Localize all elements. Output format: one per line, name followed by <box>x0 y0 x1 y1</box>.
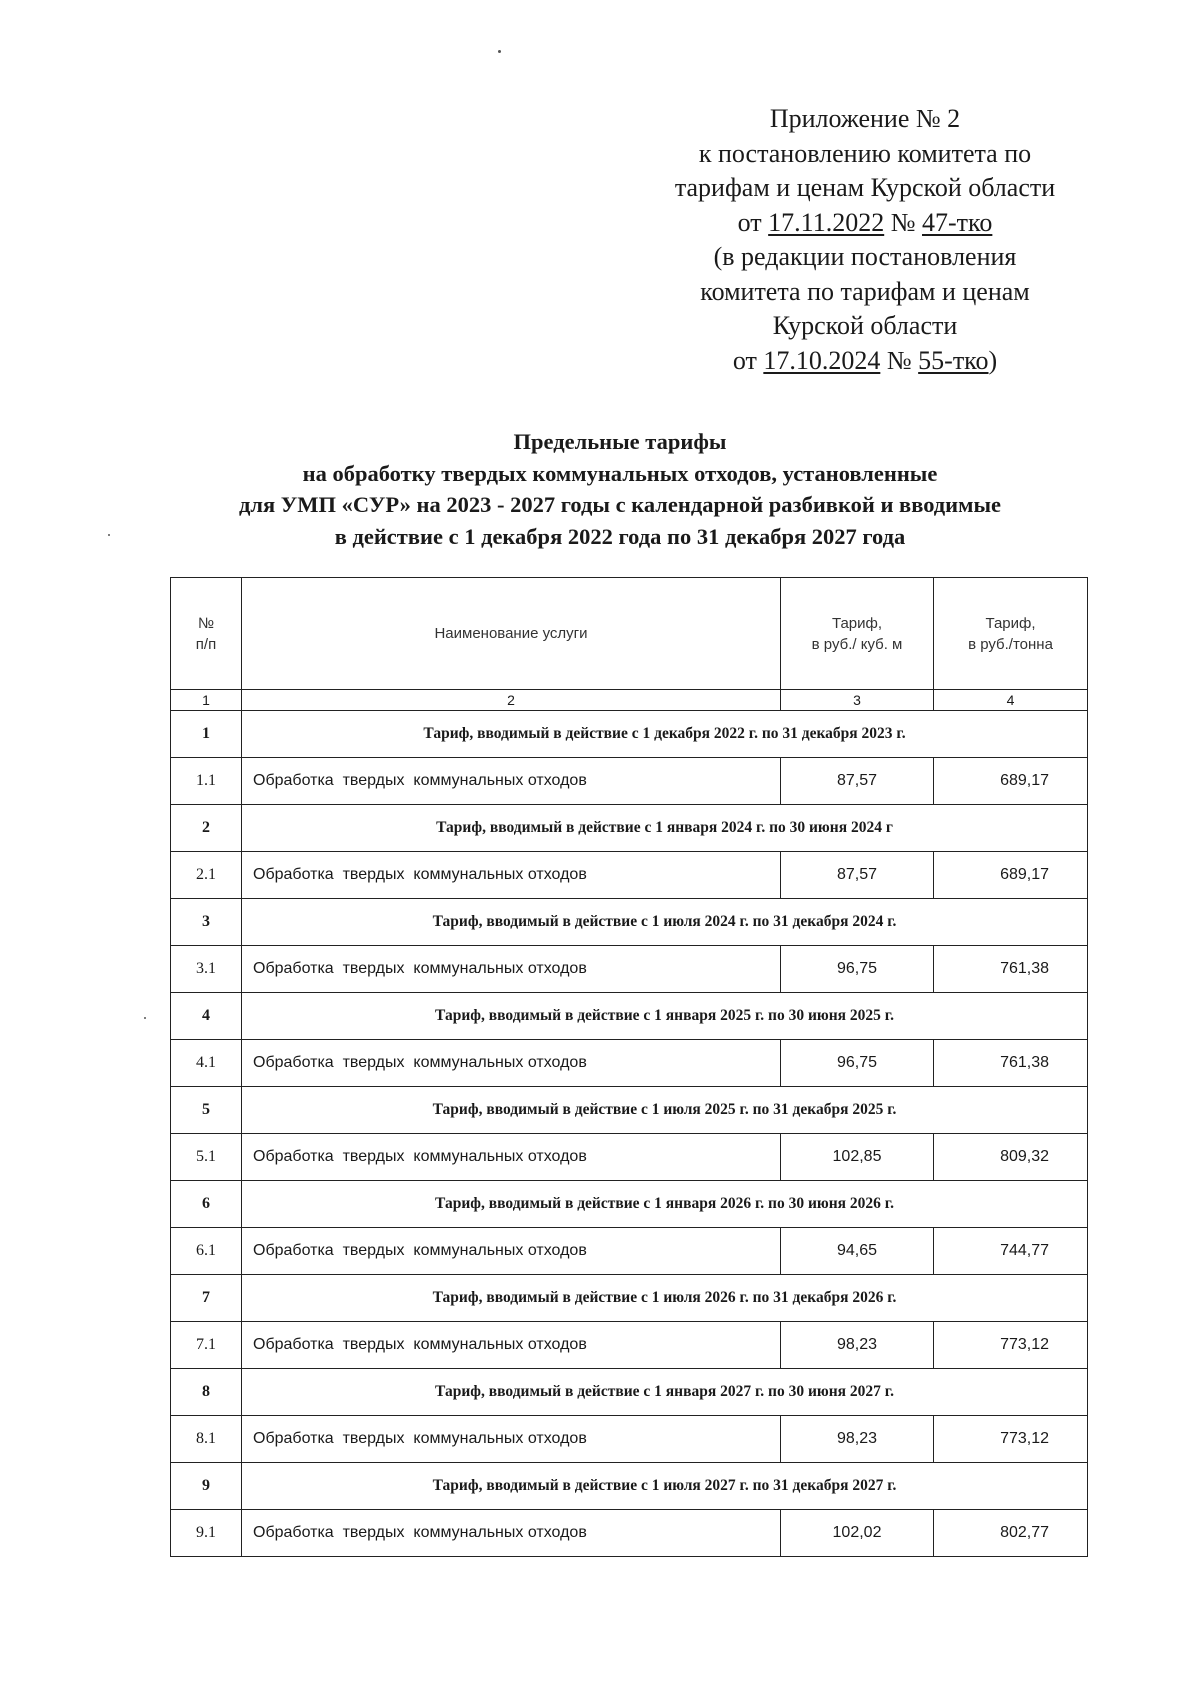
period-row <box>171 805 1088 852</box>
column-number: 3 <box>781 690 934 711</box>
row-index: 7.1 <box>171 1322 242 1369</box>
tariff-per-ton: 802,77 <box>934 1510 1088 1557</box>
scan-speck <box>108 534 110 536</box>
period-description: Тариф, вводимый в действие с 1 июля 2027 г. по 31 декабря 2027 г. <box>242 1463 1088 1510</box>
period-row <box>171 711 1088 758</box>
table-row <box>171 1510 1088 1557</box>
decree-prefix: от <box>732 345 764 375</box>
header-service: Наименование услуги <box>242 578 781 690</box>
period-row <box>171 1275 1088 1322</box>
decree-prefix: от <box>737 207 769 237</box>
tariff-per-ton: 773,12 <box>934 1322 1088 1369</box>
title-line: на обработку твердых коммунальных отходов, установленные <box>302 460 938 486</box>
period-description: Тариф, вводимый в действие с 1 декабря 2022 г. по 31 декабря 2023 г. <box>242 711 1088 758</box>
period-index: 3 <box>171 899 242 946</box>
period-index: 7 <box>171 1275 242 1322</box>
title-line: Предельные тарифы <box>513 429 727 454</box>
tariff-per-m3: 98,23 <box>781 1416 934 1463</box>
period-index: 2 <box>171 805 242 852</box>
appendix-header <box>640 102 1090 378</box>
decree-number: 47-тко <box>922 207 993 237</box>
tariff-per-ton: 689,17 <box>934 852 1088 899</box>
appendix-line: Приложение № 2 <box>769 104 961 133</box>
header-text: п/п <box>195 635 217 653</box>
header-text: № <box>197 614 215 632</box>
tariff-per-m3: 87,57 <box>781 758 934 805</box>
period-row <box>171 899 1088 946</box>
tariff-per-m3: 102,02 <box>781 1510 934 1557</box>
period-index: 8 <box>171 1369 242 1416</box>
period-index: 5 <box>171 1087 242 1134</box>
tariff-per-ton: 689,17 <box>934 758 1088 805</box>
row-index: 6.1 <box>171 1228 242 1275</box>
period-index: 6 <box>171 1181 242 1228</box>
service-name: Обработка твердых коммунальных отходов <box>242 1510 781 1557</box>
appendix-line: (в редакции постановления <box>713 242 1017 271</box>
row-index: 9.1 <box>171 1510 242 1557</box>
appendix-line: комитета по тарифам и ценам <box>700 276 1030 306</box>
decree-number-sign: № <box>880 345 919 375</box>
table-row <box>171 1416 1088 1463</box>
table-row <box>171 946 1088 993</box>
table-row <box>171 1040 1088 1087</box>
row-index: 2.1 <box>171 852 242 899</box>
table-row <box>171 1134 1088 1181</box>
row-index: 3.1 <box>171 946 242 993</box>
tariff-per-ton: 773,12 <box>934 1416 1088 1463</box>
period-description: Тариф, вводимый в действие с 1 июля 2024 г. по 31 декабря 2024 г. <box>242 899 1088 946</box>
decree-number: 55-тко <box>918 345 989 375</box>
table-row <box>171 1228 1088 1275</box>
tariff-per-m3: 94,65 <box>781 1228 934 1275</box>
decree-date: 17.10.2024 <box>763 345 881 375</box>
column-number: 4 <box>934 690 1088 711</box>
decree-date: 17.11.2022 <box>768 207 885 237</box>
period-index: 4 <box>171 993 242 1040</box>
period-description: Тариф, вводимый в действие с 1 января 2025 г. по 30 июня 2025 г. <box>242 993 1088 1040</box>
title-line: для УМП «СУР» на 2023 - 2027 годы с календарной разбивкой и вводимые <box>238 492 1002 517</box>
header-text: Тариф, <box>831 614 883 632</box>
period-index: 1 <box>171 711 242 758</box>
row-index: 5.1 <box>171 1134 242 1181</box>
closing-paren: ) <box>988 345 998 375</box>
tariff-per-m3: 98,23 <box>781 1322 934 1369</box>
period-row <box>171 993 1088 1040</box>
service-name: Обработка твердых коммунальных отходов <box>242 1040 781 1087</box>
period-description: Тариф, вводимый в действие с 1 июля 2025 г. по 31 декабря 2025 г. <box>242 1087 1088 1134</box>
table-row <box>171 758 1088 805</box>
service-name: Обработка твердых коммунальных отходов <box>242 946 781 993</box>
tariff-per-m3: 96,75 <box>781 946 934 993</box>
row-index: 4.1 <box>171 1040 242 1087</box>
period-description: Тариф, вводимый в действие с 1 января 2026 г. по 30 июня 2026 г. <box>242 1181 1088 1228</box>
period-row <box>171 1463 1088 1510</box>
appendix-line: Курской области <box>772 311 958 340</box>
tariff-per-m3: 102,85 <box>781 1134 934 1181</box>
tariff-per-ton: 761,38 <box>934 1040 1088 1087</box>
period-index: 9 <box>171 1463 242 1510</box>
decree-number-sign: № <box>884 207 923 237</box>
document-title <box>140 426 1100 552</box>
tariff-table <box>170 577 1088 1557</box>
row-index: 8.1 <box>171 1416 242 1463</box>
tariff-per-ton: 761,38 <box>934 946 1088 993</box>
service-name: Обработка твердых коммунальных отходов <box>242 1228 781 1275</box>
column-number: 2 <box>242 690 781 711</box>
scan-speck <box>144 1017 146 1019</box>
appendix-line: тарифам и ценам Курской области <box>674 173 1056 202</box>
tariff-per-m3: 87,57 <box>781 852 934 899</box>
header-text: Тариф, <box>985 614 1036 632</box>
service-name: Обработка твердых коммунальных отходов <box>242 1134 781 1181</box>
table-row <box>171 852 1088 899</box>
service-name: Обработка твердых коммунальных отходов <box>242 758 781 805</box>
column-number-row <box>171 690 1088 711</box>
tariff-per-ton: 809,32 <box>934 1134 1088 1181</box>
header-tariff-m3 <box>781 578 934 690</box>
header-text: в руб./ куб. м <box>811 635 903 653</box>
period-row <box>171 1181 1088 1228</box>
service-name: Обработка твердых коммунальных отходов <box>242 852 781 899</box>
decree-reference <box>640 206 1090 241</box>
tariff-per-m3: 96,75 <box>781 1040 934 1087</box>
period-description: Тариф, вводимый в действие с 1 января 2024 г. по 30 июня 2024 г <box>242 805 1088 852</box>
scan-speck <box>498 50 501 53</box>
table-row <box>171 1322 1088 1369</box>
service-name: Обработка твердых коммунальных отходов <box>242 1322 781 1369</box>
amendment-reference <box>640 344 1090 379</box>
header-tariff-ton <box>934 578 1088 690</box>
period-description: Тариф, вводимый в действие с 1 июля 2026 г. по 31 декабря 2026 г. <box>242 1275 1088 1322</box>
service-name: Обработка твердых коммунальных отходов <box>242 1416 781 1463</box>
period-row <box>171 1369 1088 1416</box>
row-index: 1.1 <box>171 758 242 805</box>
header-text: в руб./тонна <box>968 635 1053 653</box>
column-number: 1 <box>171 690 242 711</box>
header-number <box>171 578 242 690</box>
appendix-line: к постановлению комитета по <box>698 138 1032 168</box>
period-description: Тариф, вводимый в действие с 1 января 2027 г. по 30 июня 2027 г. <box>242 1369 1088 1416</box>
title-line: в действие с 1 декабря 2022 года по 31 декабря 2027 года <box>334 523 906 549</box>
tariff-per-ton: 744,77 <box>934 1228 1088 1275</box>
table-header-row <box>171 578 1088 690</box>
period-row <box>171 1087 1088 1134</box>
